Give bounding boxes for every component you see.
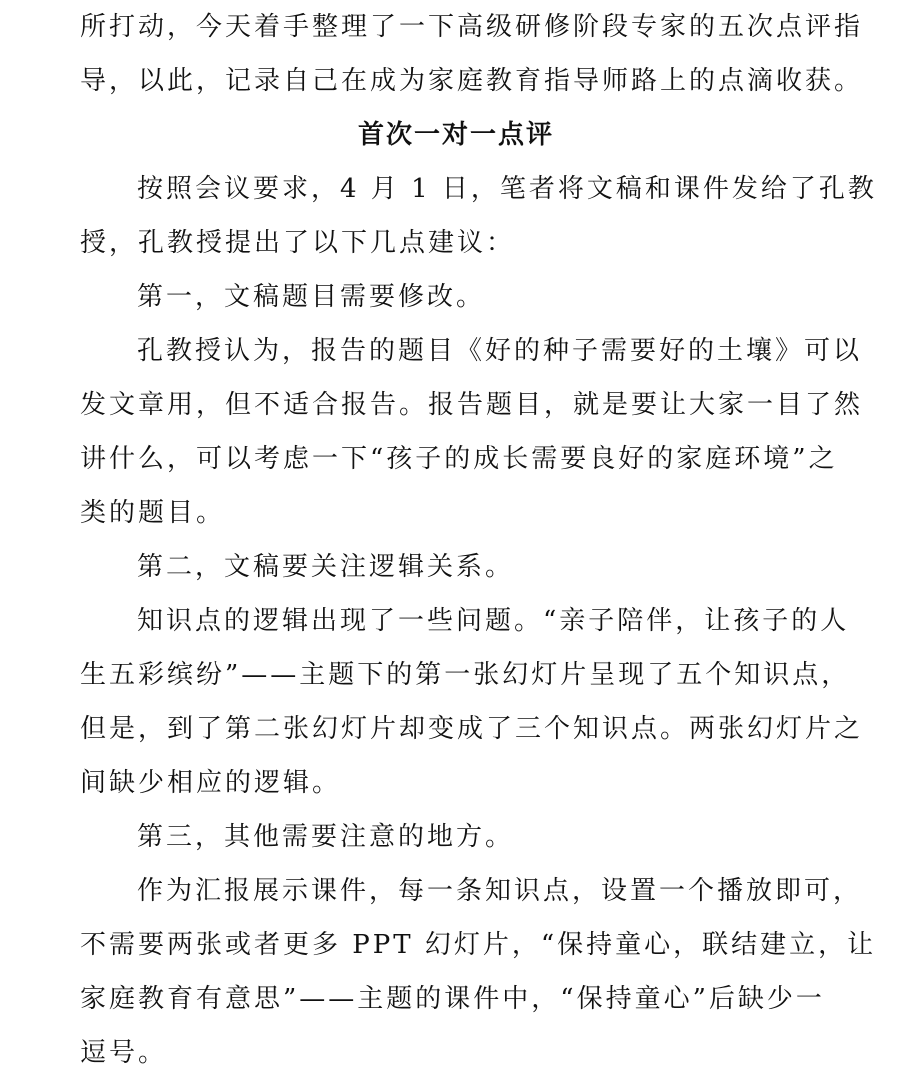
text-line: 不需要两张或者更多 PPT 幻灯片，“保持童心，联结建立，让 <box>80 930 877 960</box>
text-line: 间缺少相应的逻辑。 <box>80 768 342 798</box>
meeting-paragraph <box>80 162 877 270</box>
text-line: 发文章用，但不适合报告。报告题目，就是要让大家一目了然 <box>80 390 864 420</box>
text-line: 孔教授认为，报告的题目《好的种子需要好的土壤》可以 <box>137 336 863 366</box>
text-line: 但是，到了第二张幻灯片却变成了三个知识点。两张幻灯片之 <box>80 714 864 744</box>
text-line: 授，孔教授提出了以下几点建议： <box>80 228 516 258</box>
text-line: 按照会议要求，4 月 1 日，笔者将文稿和课件发给了孔教 <box>137 174 877 204</box>
point-three-paragraph <box>80 864 877 1080</box>
point-two-title: 第二，文稿要关注逻辑关系。 <box>137 552 515 582</box>
text-line: 逗号。 <box>80 1038 168 1068</box>
text-line: 家庭教育有意思”——主题的课件中，“保持童心”后缺少一 <box>80 984 825 1014</box>
document-page <box>80 0 877 1080</box>
point-one-title: 第一，文稿题目需要修改。 <box>137 282 486 312</box>
point-two-paragraph <box>80 594 864 810</box>
text-line: 所打动，今天着手整理了一下高级研修阶段专家的五次点评指 <box>80 12 864 42</box>
text-line: 知识点的逻辑出现了一些问题。“亲子陪伴，让孩子的人 <box>137 606 850 636</box>
text-line: 类的题目。 <box>80 498 226 528</box>
point-one-paragraph <box>80 324 864 540</box>
text-line: 作为汇报展示课件，每一条知识点，设置一个播放即可， <box>137 876 863 906</box>
point-three-title: 第三，其他需要注意的地方。 <box>137 822 515 852</box>
text-line: 导，以此，记录自己在成为家庭教育指导师路上的点滴收获。 <box>80 66 864 96</box>
text-line: 讲什么，可以考虑一下“孩子的成长需要良好的家庭环境”之 <box>80 444 838 474</box>
section-heading: 首次一对一点评 <box>357 120 554 150</box>
text-line: 生五彩缤纷”——主题下的第一张幻灯片呈现了五个知识点， <box>80 660 851 690</box>
intro-paragraph <box>80 0 864 108</box>
